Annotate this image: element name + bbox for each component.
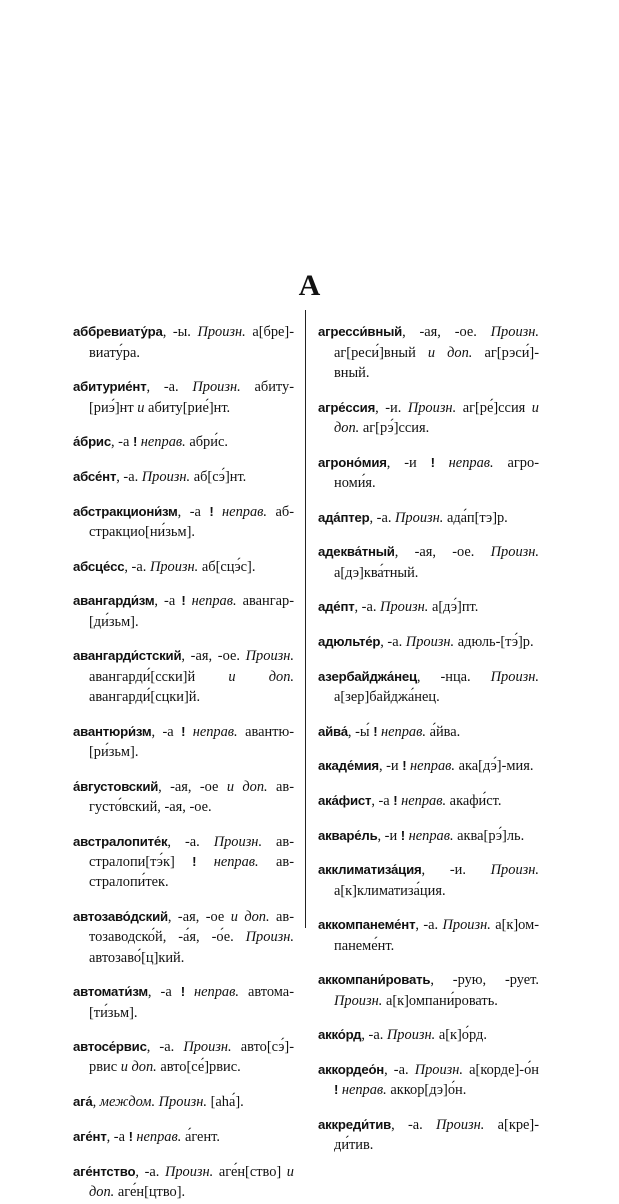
entry-headword: аккреди́тив xyxy=(318,1117,392,1133)
entry-headword: австралопите́к xyxy=(73,833,168,849)
dictionary-entry xyxy=(73,722,294,763)
entry-definition: , -ая, -ое и доп. ав-густо́вский, -ая, -ое. xyxy=(89,778,295,815)
entry-headword: ада́птер xyxy=(318,509,370,525)
entry-headword: аге́нтство xyxy=(73,1163,136,1179)
dictionary-entry xyxy=(73,1127,294,1147)
entry-definition: , -а. Произн. а[корде]-о́н ! неправ. аккор[дэ]о́н. xyxy=(334,1062,539,1099)
dictionary-entry xyxy=(73,646,294,707)
dictionary-entry xyxy=(318,322,539,383)
entry-definition: , -а ! неправ. акафи́ст. xyxy=(371,793,502,810)
dictionary-entry xyxy=(73,591,294,632)
dictionary-entry xyxy=(318,722,539,742)
entry-headword: авантюри́зм xyxy=(73,723,152,739)
dictionary-entry xyxy=(318,398,539,439)
entry-definition: , -а. Произн. ав-стралопи[тэ́к] ! неправ. ав-стралопи́тек. xyxy=(89,833,294,891)
entry-definition: , -а ! неправ. аб-стракцио[ни́зьм]. xyxy=(89,503,294,541)
entry-definition: , -а. Произн. аб[сцэ́с]. xyxy=(124,558,256,575)
entry-definition: , -и ! неправ. агро-номи́я. xyxy=(334,454,539,491)
entry-headword: акаде́мия xyxy=(318,758,379,774)
entry-headword: авангарди́зм xyxy=(73,593,155,609)
entry-definition: , междом. Произн. [аһа́]. xyxy=(92,1094,244,1111)
dictionary-entry xyxy=(318,756,539,776)
entry-headword: аге́нт xyxy=(73,1128,107,1144)
left-column xyxy=(73,308,294,1204)
entry-headword: автозаво́дский xyxy=(73,908,168,924)
entry-definition: , -а ! неправ. абри́с. xyxy=(110,434,228,451)
dictionary-entry xyxy=(73,502,294,543)
dictionary-entry xyxy=(318,542,539,583)
dictionary-entry xyxy=(73,1162,294,1203)
dictionary-entry xyxy=(318,970,539,1011)
dictionary-entry xyxy=(73,777,294,818)
dictionary-entry xyxy=(73,832,294,893)
entry-headword: а́вгустовский xyxy=(73,778,159,794)
entry-headword: автомати́зм xyxy=(73,984,148,1000)
dictionary-entry xyxy=(318,791,539,811)
dictionary-entry xyxy=(318,632,539,652)
dictionary-entry xyxy=(318,860,539,901)
dictionary-entry xyxy=(318,1115,539,1156)
entry-headword: ака́фист xyxy=(318,793,372,809)
dictionary-entry xyxy=(318,915,539,956)
entry-definition: , -ая, -ое. Произн. авангарди́[сски]й и доп. авангарди́[сцки]й. xyxy=(89,648,294,705)
entry-definition: , -и. Произн. аг[ре́]ссия и доп. аг[рэ́]ссия. xyxy=(334,399,539,436)
entry-headword: абсе́нт xyxy=(73,469,117,485)
entry-definition: , -а. Произн. а[дэ́]пт. xyxy=(354,599,479,616)
entry-headword: авангарди́стский xyxy=(73,648,182,664)
entry-headword: агре́ссия xyxy=(318,399,376,415)
entry-headword: адеква́тный xyxy=(318,544,395,560)
entry-definition: , -и. Произн. а[к]климатиза́ция. xyxy=(334,862,539,899)
dictionary-entry xyxy=(73,432,294,452)
dictionary-entry xyxy=(318,597,539,617)
entry-headword: айва́ xyxy=(318,723,348,739)
entry-definition: , -а ! неправ. а́гент. xyxy=(106,1128,220,1145)
entry-definition: , -а. Произн. авто[сэ́]-рвис и доп. авто[се́]рвис. xyxy=(89,1039,294,1076)
entry-definition: , -а. Произн. а[к]ом-панеме́нт. xyxy=(334,917,539,954)
dictionary-entry xyxy=(318,453,539,494)
dictionary-entry xyxy=(318,508,539,528)
entry-headword: абсце́сс xyxy=(73,558,125,574)
entry-headword: ага́ xyxy=(73,1094,93,1110)
dictionary-entry xyxy=(73,322,294,363)
entry-headword: аккомпани́ровать xyxy=(318,972,431,988)
entry-definition: , -а. Произн. ада́п[тэ]р. xyxy=(369,509,508,526)
right-column xyxy=(318,308,539,1157)
entry-definition: , -и ! неправ. ака[дэ́]-мия. xyxy=(378,758,534,775)
entry-headword: аде́пт xyxy=(318,599,355,615)
entry-definition: , -ая, -ое. Произн. аг[реси́]вный и доп. аг[рэси́]-вный. xyxy=(334,324,539,381)
column-divider xyxy=(305,310,306,928)
entry-definition: , -ы́ ! неправ. а́йва. xyxy=(347,723,461,740)
dictionary-entry xyxy=(73,907,294,968)
dictionary-entry xyxy=(73,1092,294,1112)
dictionary-entry xyxy=(318,1060,539,1101)
section-letter: А xyxy=(298,269,321,302)
dictionary-entry xyxy=(73,377,294,418)
entry-headword: аккордео́н xyxy=(318,1062,385,1078)
entry-headword: адюльте́р xyxy=(318,634,381,649)
entry-definition: , -а. Произн. а[кре]-ди́тив. xyxy=(334,1117,539,1154)
entry-headword: абитурие́нт xyxy=(73,379,147,395)
entry-definition: , -и ! неправ. аква[рэ́]ль. xyxy=(377,827,525,844)
entry-definition: , -а ! неправ. автома-[ти́зьм]. xyxy=(89,984,294,1021)
entry-definition: , -а. Произн. аб[сэ́]нт. xyxy=(116,469,247,486)
entry-headword: автосе́рвис xyxy=(73,1039,147,1055)
entry-definition: , -а ! неправ. авантю-[ри́зьм]. xyxy=(89,723,294,760)
entry-definition: , -а. Произн. а[к]о́рд. xyxy=(361,1027,487,1044)
dictionary-entry xyxy=(73,982,294,1023)
entry-definition: , -а. Произн. абиту-[риэ́]нт и абиту[рие́]нт. xyxy=(89,379,294,416)
dictionary-entry xyxy=(73,467,294,487)
entry-definition: , -нца. Произн. а[зер]байджа́нец. xyxy=(334,668,539,705)
entry-definition: , -ая, -ое и доп. ав-тозаводско́й, -а́я, -о́е. Произн. автозаво́[ц]кий. xyxy=(89,908,294,966)
dictionary-entry xyxy=(318,826,539,846)
entry-definition: , -а. Произн. адюль-[тэ́]р. xyxy=(380,634,534,650)
entry-definition: , -а ! неправ. авангар-[ди́зьм]. xyxy=(89,593,294,630)
entry-headword: агроно́мия xyxy=(318,454,387,470)
entry-definition: , -ы. Произн. а[бре]-виату́ра. xyxy=(89,324,294,361)
entry-headword: абстракциони́зм xyxy=(73,503,178,519)
entry-headword: акклиматиза́ция xyxy=(318,862,422,878)
dictionary-entry xyxy=(73,1037,294,1078)
entry-headword: аббревиату́ра xyxy=(73,324,163,340)
dictionary-entry xyxy=(318,1025,539,1045)
entry-definition: , -рую, -рует. Произн. а[к]омпани́ровать. xyxy=(334,972,539,1009)
entry-headword: а́брис xyxy=(73,434,111,450)
dictionary-entry xyxy=(318,667,539,708)
entry-headword: аккомпанеме́нт xyxy=(318,917,416,933)
entry-definition: , -ая, -ое. Произн. а[дэ]ква́тный. xyxy=(334,544,539,581)
entry-headword: акваре́ль xyxy=(318,827,378,843)
dictionary-entry xyxy=(73,557,294,577)
entry-headword: агресси́вный xyxy=(318,324,403,340)
entry-definition: , -а. Произн. аге́н[ство] и доп. аге́н[цтво]. xyxy=(89,1163,294,1200)
entry-headword: акко́рд xyxy=(318,1027,362,1043)
entry-headword: азербайджа́нец xyxy=(318,668,417,684)
